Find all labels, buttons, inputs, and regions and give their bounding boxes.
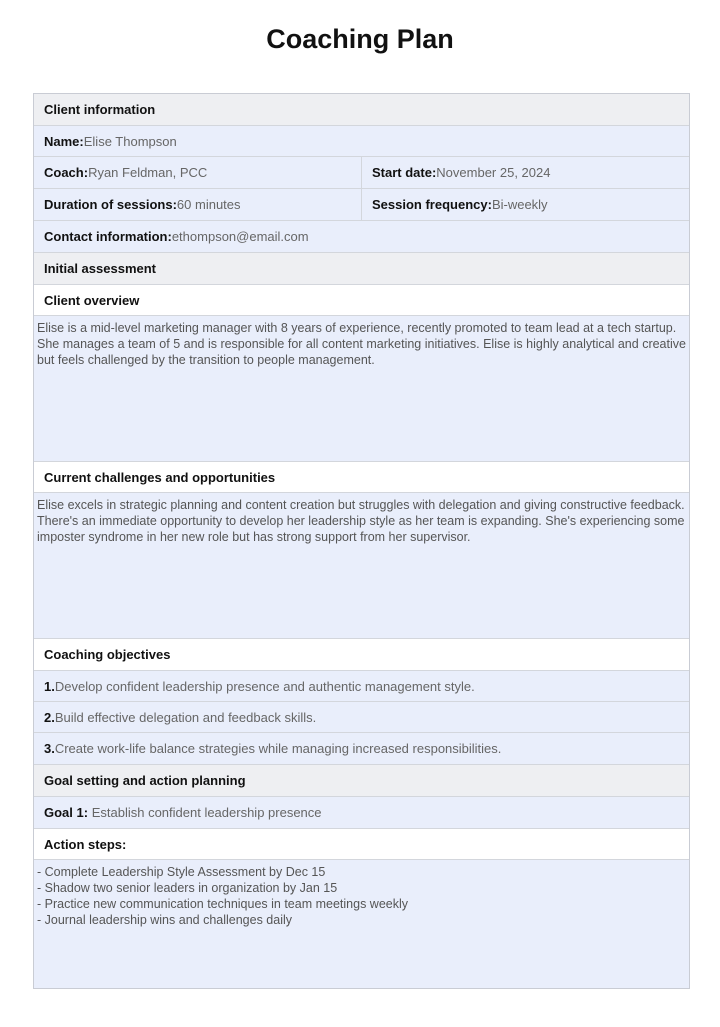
challenges-text-row xyxy=(34,493,689,639)
objective-text: Build effective delegation and feedback skills. xyxy=(54,709,317,725)
name-label: Name: xyxy=(44,133,84,149)
client-overview-text: Elise is a mid-level marketing manager with 8 years of experience, recently promoted to team lead at a tech startup. She manages a team of 5 and is responsible for all content marketing initiatives. Elise is highly analytical and creative but feels challenged by the transition to people management. xyxy=(37,321,686,367)
objective-row xyxy=(34,702,689,733)
challenges-label-row xyxy=(34,462,689,493)
goal-label: Goal 1: xyxy=(44,805,89,820)
coaching-plan-table xyxy=(33,93,690,989)
coaching-objectives-label: Coaching objectives xyxy=(44,647,171,662)
coach-start-row xyxy=(34,157,689,189)
action-step: - Complete Leadership Style Assessment by Dec 15 xyxy=(37,865,326,879)
client-overview-label: Client overview xyxy=(44,292,140,308)
objective-number: 1. xyxy=(44,678,55,694)
section-header: Initial assessment xyxy=(44,261,156,276)
section-header: Goal setting and action planning xyxy=(44,773,246,788)
objective-text: Develop confident leadership presence and authentic management style. xyxy=(54,678,475,694)
section-header: Client information xyxy=(44,102,156,117)
initial-assessment-header-row xyxy=(34,253,689,285)
objective-row xyxy=(34,671,689,702)
action-step: - Practice new communication techniques in team meetings weekly xyxy=(37,897,409,911)
coach-label: Coach: xyxy=(44,165,89,180)
name-row xyxy=(34,126,689,157)
name-value: Elise Thompson xyxy=(83,133,177,149)
action-step: - Journal leadership wins and challenges daily xyxy=(37,913,293,927)
coach-value: Ryan Feldman, PCC xyxy=(88,165,208,180)
contact-row xyxy=(34,221,689,253)
challenges-label: Current challenges and opportunities xyxy=(44,469,276,485)
duration-label: Duration of sessions: xyxy=(44,197,177,212)
start-date-label: Start date: xyxy=(372,165,437,180)
action-steps-label-row xyxy=(34,829,689,860)
action-steps-list xyxy=(34,860,689,988)
objective-row xyxy=(34,733,689,765)
contact-value: ethompson@email.com xyxy=(171,229,309,244)
objective-text: Create work-life balance strategies while managing increased responsibilities. xyxy=(54,741,502,756)
client-info-header-row xyxy=(34,94,689,126)
page-title: Coaching Plan xyxy=(266,24,454,54)
action-steps-row xyxy=(34,860,689,988)
client-overview-text-row xyxy=(34,316,689,462)
goal-setting-header-row xyxy=(34,765,689,797)
duration-value: 60 minutes xyxy=(176,197,241,212)
goal-value: Establish confident leadership presence xyxy=(91,805,322,820)
objective-number: 2. xyxy=(44,709,55,725)
duration-frequency-row xyxy=(34,189,689,221)
client-overview-label-row xyxy=(34,285,689,316)
frequency-label: Session frequency: xyxy=(372,197,492,212)
goal-row xyxy=(34,797,689,829)
objective-number: 3. xyxy=(44,741,55,756)
coaching-objectives-header-row xyxy=(34,639,689,671)
start-date-value: November 25, 2024 xyxy=(436,165,551,180)
frequency-value: Bi-weekly xyxy=(491,197,548,212)
action-step: - Shadow two senior leaders in organization by Jan 15 xyxy=(37,881,338,895)
contact-label: Contact information: xyxy=(44,229,172,244)
challenges-text: Elise excels in strategic planning and content creation but struggles with delegation and giving constructive feedback. There's an immediate opportunity to develop her leadership style as her team is expanding. She's experiencing some imposter syndrome in her new role but has strong support from her supervisor. xyxy=(37,498,685,544)
action-steps-label: Action steps: xyxy=(44,836,127,852)
